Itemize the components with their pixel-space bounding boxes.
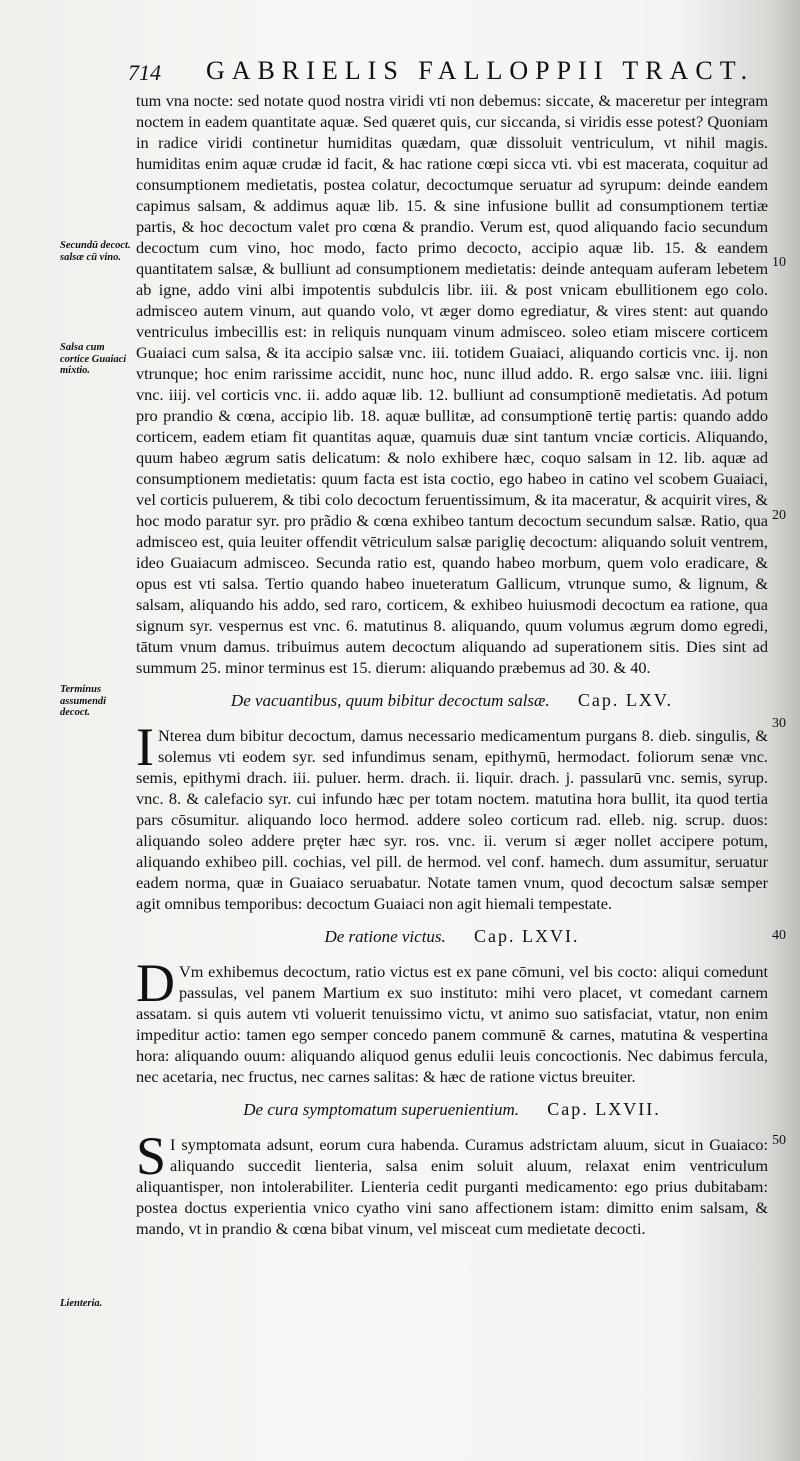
chapter-paragraph: [136, 953, 768, 1087]
chapter-title: De cura symptomatum superuenientium.: [243, 1100, 519, 1119]
line-number: 10: [772, 255, 786, 270]
line-number: 40: [772, 928, 786, 943]
line-number: 20: [772, 508, 786, 523]
running-head: GABRIELIS FALLOPPII TRACT.: [206, 56, 755, 85]
page-number: 714: [128, 60, 161, 85]
page-header: [128, 56, 768, 90]
line-number: 30: [772, 716, 786, 731]
chapter-paragraph: [136, 717, 768, 914]
chapter-paragraph: [136, 1126, 768, 1239]
marginal-note: Secundū decoct. salsæ cū vino.: [60, 240, 131, 263]
drop-cap: I: [136, 717, 154, 777]
chapter-text: Nterea dum bibitur decoctum, damus necessario medicamentum purgans 8. dieb. singulis, & solemus vti eodem syr. sed infundimus senam, epithymū, hermodact. foliorum senæ vnc. semis, epithymi drach. iii. puluer. herm. drach. ii. liquir. drach. j. passularū vnc. semis, syrup. vnc. 8. & calefacio syr. cui infundo hæc per totam noctem. matutina hora bullit, ita quod tertia pars cōsumitur. aliquando loco hermod. addere soleo corticum rad. elleb. nig. scrup. duos: aliquando soleo addere pręter hæc syr. ros. vnc. ii. verum si æger nollet accipere potum, aliquando exhibeo pill. cochias, vel pill. de hermod. vel conf. hamech. dum assumitur, seruatur eadem norma, quæ in Guaiaco seruabatur. Notate tamen vnum, quod decoctum salsæ semper agit omnibus temporibus: decoctum Guaiaci non agit hiemali tempestate.: [136, 726, 768, 913]
chapter-heading: [136, 926, 768, 947]
marginal-note: Terminus assumendi decoct.: [60, 684, 107, 718]
chapter-text: Vm exhibemus decoctum, ratio victus est ex pane cōmuni, vel bis cocto: aliqui comedunt passulas, vel panem Martium ex suo instituto: mihi vero placet, vt comedant carnem assatam. si quis autem vti voluerit tenuissimo victu, vt animo suo satisfaciat, vtatur, non enim impeditur actio: tamen ego semper concedo panem communē & carnes, matutina & vespertina hora: aliquando ouum: aliquando aliquod genus edulii leuis concoctionis. Nec dabimus fercula, nec acetaria, nec fructus, nec carnes salitas: & hæc de ratione victus breuiter.: [136, 962, 768, 1086]
chapter-heading: [136, 690, 768, 711]
drop-cap: S: [136, 1126, 167, 1186]
chapter-title: De ratione victus.: [324, 927, 446, 946]
marginal-note: Lienteria.: [60, 1298, 103, 1309]
main-text: [136, 90, 768, 1239]
chapter-number: Cap. LXVII.: [547, 1099, 661, 1119]
line-number: 50: [772, 1133, 786, 1148]
chapter-heading: [136, 1099, 768, 1120]
drop-cap: D: [136, 953, 175, 1013]
paragraph: tum vna nocte: sed notate quod nostra viridi vti non debemus: siccate, & maceretur per integram noctem in eadem quantitate aquæ. Sed quæret quis, cur siccanda, si viridis esse potest? Quoniam in radice viridi continetur humiditas quædam, quæ dissoluit ventriculum, vt nihil magis. humiditas enim aquæ crudæ id facit, & hac ratione cœpi sicca vti. vbi est macerata, coquitur ad consumptionem medietatis, postea colatur, decoctumque seruatur ad syrupum: deinde eandem capimus salsam, & addimus aquæ lib. 15. & sine infusione bullit ad consumptionem tertiæ partis, & hoc decoctum valet pro cœna & prandio. Verum est, quod aliquando facio secundum decoctum cum vino, hoc modo, facto primo decocto, accipio aquæ lib. 15. & eandem quantitatem salsæ, & bulliunt ad consumptionem medietatis: deinde antequam auferam lebetem ab igne, addo vini albi impotentis subdulcis libr. iii. & post vnicam ebullitionem ego colo. admisceo autem vinum, aut quando volo, vt æger domo egrediatur, & vires stent: aut quando ventriculus imbecillis est: in reliquis nunquam vinum admisceo. soleo etiam miscere corticem Guaiaci cum salsa, & ita accipio salsæ vnc. iii. totidem Guaiaci, aliquando corticis vnc. ij. non vtrunque; hoc enim rarissime accidit, nunc hoc, nunc illud addo. R. ergo salsæ vnc. iiii. ligni vnc. iiij. vel corticis vnc. ii. addo aquæ lib. 12. bulliunt ad consumptionē medietatis. Ad potum pro prandio & cœna, accipio lib. 18. aquæ bullitæ, ad consumptionē tertię partis: quando addo corticem, eadem etiam fit quantitas aquæ, quamuis duæ sint tantum vnciæ corticis. Aliquando, quum habeo ægrum satis delicatum: & nolo exhibere hæc, coquo salsam in 12. lib. aquæ ad consumptionem medietatis: quum facta est ista coctio, ego habeo in catino vel scobem Guaiaci, vel corticis puluerem, & tibi colo decoctum feruentissimum, & ita maceratur, & acquirit vires, & hoc modo paratur syr. pro prãdio & cœna exhibeo tantum decoctum secundum salsæ. Ratio, qua admisceo est, quia leuiter offendit vētriculum salsæ pariglię decoctum: aliquando soluit ventrem, ideo Guaiacum admisceo. Secunda ratio est, quando habeo morbum, quem volo eradicare, & opus est vti salsa. Tertio quando habeo inueteratum Gallicum, vtrunque sumo, & lignum, & salsam, aliquando his addo, sed raro, corticem, & exhibeo huiusmodi decoctum ea ratione, qua signum syr. vespernus est vnc. 6. matutinus 8. aliquando, quum volumus ægrum domo egredi, tātum vnum damus. tribuimus autem decoctum aliquando ad superationem sitis. Dies sint ad summum 25. minor terminus est 15. dierum: aliquando præbemus ad 30. & 40.: [136, 91, 768, 677]
marginal-note: Salsa cum cortice Guaiaci mixtio.: [60, 342, 127, 376]
chapter-text: I symptomata adsunt, eorum cura habenda. Curamus adstrictam aluum, sicut in Guaiaco: aliquando succedit lienteria, salsa enim soluit aluum, relaxat enim ventriculum aliquantisper, non intolerabiliter. Lienteria cedit purganti medicamento: ego prius dubitabam: postea doctus experientia vnico cyatho vini sano affectionem istam: dimitto enim salsam, & mando, vt in prandio & cœna bibat vinum, vel misceat cum medietate decocti.: [136, 1135, 768, 1238]
chapter-number: Cap. LXVI.: [474, 926, 580, 946]
chapter-title: De vacuantibus, quum bibitur decoctum salsæ.: [230, 691, 550, 710]
chapter-number: Cap. LXV.: [577, 690, 674, 710]
